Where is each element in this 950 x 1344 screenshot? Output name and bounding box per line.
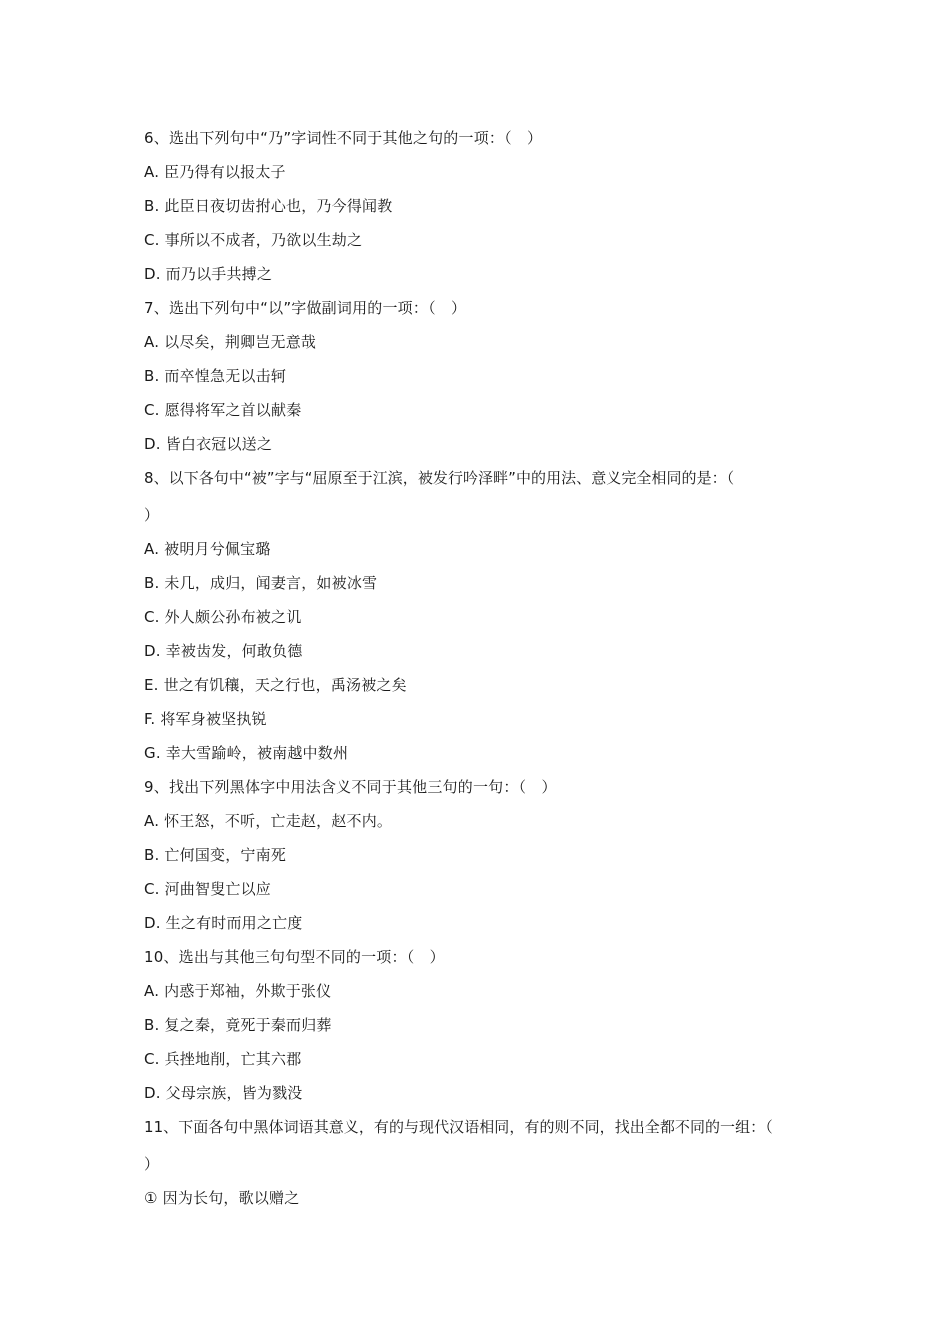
- question-9-option-a: A. 怀王怒，不听，亡走赵，赵不内。: [144, 812, 393, 830]
- question-8-option-c: C. 外人颇公孙布被之讥: [144, 608, 302, 626]
- question-6-option-b: B. 此臣日夜切齿拊心也，乃今得闻教: [144, 197, 393, 215]
- question-8-option-f: F. 将军身被坚执锐: [144, 710, 267, 728]
- question-10-option-a: A. 内惑于郑袖，外欺于张仪: [144, 982, 332, 1000]
- question-11-stem: 11、下面各句中黑体词语其意义，有的与现代汉语相同，有的则不同，找出全都不同的一组：（: [144, 1118, 773, 1136]
- question-10-option-c: C. 兵挫地削，亡其六郡: [144, 1050, 302, 1068]
- question-6-option-a: A. 臣乃得有以报太子: [144, 163, 286, 181]
- question-8-option-g: G. 幸大雪踰岭，被南越中数州: [144, 744, 349, 762]
- question-8-option-d: D. 幸被齿发，何敢负德: [144, 642, 303, 660]
- question-8-stem: 8、以下各句中“被”字与“屈原至于江滨，被发行吟泽畔”中的用法、意义完全相同的是：（: [144, 469, 735, 487]
- question-10-option-b: B. 复之秦，竟死于秦而归葬: [144, 1016, 332, 1034]
- question-11-item-1: ① 因为长句，歌以赠之: [144, 1189, 300, 1207]
- question-9-option-d: D. 生之有时而用之亡度: [144, 914, 303, 932]
- question-7-option-a: A. 以尽矣，荆卿岂无意哉: [144, 333, 317, 351]
- question-7-stem: 7、选出下列句中“以”字做副词用的一项：（ ）: [144, 299, 467, 317]
- question-8-stem-continued: ）: [144, 506, 160, 524]
- question-9-option-c: C. 河曲智叟亡以应: [144, 880, 272, 898]
- question-8-option-e: E. 世之有饥穰，天之行也，禹汤被之矣: [144, 676, 407, 694]
- question-7-option-d: D. 皆白衣冠以送之: [144, 435, 273, 453]
- question-9-stem: 9、找出下列黑体字中用法含义不同于其他三句的一句：（ ）: [144, 778, 557, 796]
- question-9-option-b: B. 亡何国变，宁南死: [144, 846, 287, 864]
- question-7-option-c: C. 愿得将军之首以献秦: [144, 401, 302, 419]
- question-10-stem: 10、选出与其他三句句型不同的一项：（ ）: [144, 948, 445, 966]
- question-8-option-a: A. 被明月兮佩宝璐: [144, 540, 271, 558]
- question-6-option-d: D. 而乃以手共搏之: [144, 265, 273, 283]
- question-10-option-d: D. 父母宗族，皆为戮没: [144, 1084, 303, 1102]
- question-11-stem-continued: ）: [144, 1155, 160, 1173]
- question-6-stem: 6、选出下列句中“乃”字词性不同于其他之句的一项：（ ）: [144, 129, 543, 147]
- question-8-option-b: B. 未几，成归，闻妻言，如被冰雪: [144, 574, 378, 592]
- question-6-option-c: C. 事所以不成者，乃欲以生劫之: [144, 231, 363, 249]
- question-7-option-b: B. 而卒惶急无以击轲: [144, 367, 287, 385]
